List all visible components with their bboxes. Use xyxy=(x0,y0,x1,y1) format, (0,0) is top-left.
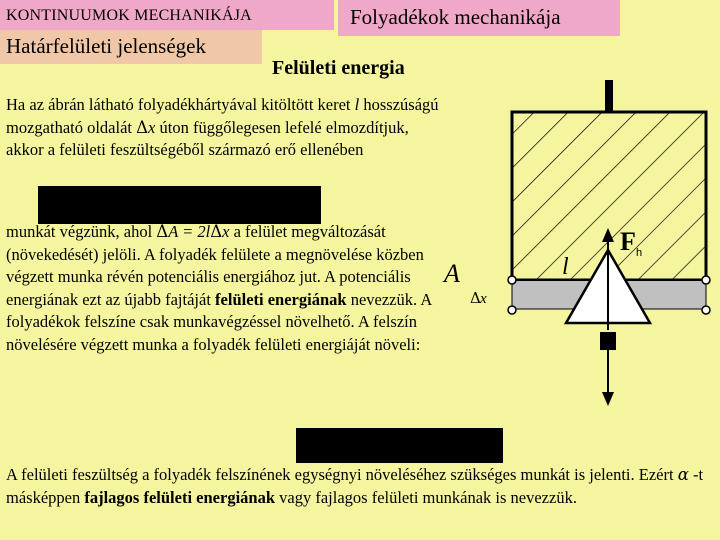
bar-pivot-left xyxy=(508,276,516,284)
bar-pivot-left-low xyxy=(508,306,516,314)
formula-work-redacted xyxy=(38,186,321,224)
formula-energy-redacted xyxy=(296,428,503,463)
section-title: Határfelületi jelenségek xyxy=(0,30,262,64)
p1-text-c: úton függőlegesen lefelé elmozdítjuk, akkor a felületi feszültségéből származó erő ellenében xyxy=(6,117,409,159)
label-l: l xyxy=(562,254,569,280)
p3-text-a: A felületi feszültség a folyadék felszínének egységnyi növeléséhez szükséges munkát is jelenti. Ezért xyxy=(6,465,678,484)
bar-pivot-right xyxy=(702,276,710,284)
top-stem xyxy=(605,80,613,112)
p2-bold-term: felületi energiának xyxy=(215,289,347,309)
p2-text-a: munkát végzünk, ahol xyxy=(6,222,157,241)
paragraph-work xyxy=(6,221,446,356)
p2-text-b: a felület megváltozását (növekedését) jelöli. A folyadék felülete a megnövelése közben végzett munka révén potenciális energiához jut. A potenciális energiának ezt az újabb fajtáját xyxy=(6,222,424,309)
label-F: F xyxy=(620,227,636,256)
p1-var-x: x xyxy=(148,117,156,137)
p2-delta-1: Δ xyxy=(156,222,169,241)
bar-pivot-right-low xyxy=(702,306,710,314)
p3-text-b: -t másképpen xyxy=(6,465,704,507)
paragraph-intro xyxy=(6,94,446,162)
weight-block xyxy=(600,332,616,350)
p1-var-l: l xyxy=(354,95,360,114)
p2-var-x: x xyxy=(222,222,230,241)
p2-text-c: nevezzük. A folyadékok felszíne csak munkavégzéssel növelhető. A felszín növelésére végzett munka a folyadék felületi energiáját növeli: xyxy=(6,289,432,354)
p3-text-c: vagy fajlagos felületi munkának is nevezzük. xyxy=(275,487,577,507)
chapter-title: Folyadékok mechanikája xyxy=(338,0,620,36)
p3-bold-term: fajlagos felületi energiának xyxy=(84,487,276,507)
weight-arrow-down-head xyxy=(602,392,614,406)
p1-text-a: Ha az ábrán látható folyadékhártyával kitöltött keret xyxy=(6,95,355,114)
p2-eq: A = 2l xyxy=(168,222,211,241)
label-A: A xyxy=(444,259,460,288)
label-F-sub: h xyxy=(636,247,643,259)
course-title: KONTINUUMOK MECHANIKÁJA xyxy=(0,0,334,30)
label-x: x xyxy=(480,291,487,307)
label-delta: Δ xyxy=(470,289,481,307)
p1-delta: Δ xyxy=(136,117,149,137)
frame-diagram xyxy=(440,70,720,420)
p3-alpha: α xyxy=(677,465,689,484)
topic-title: Felületi energia xyxy=(272,57,405,79)
p1-text-b: hosszúságú mozgatható oldalát xyxy=(6,95,439,137)
paragraph-conclusion xyxy=(6,464,718,509)
p2-delta-2: Δ xyxy=(210,222,223,241)
